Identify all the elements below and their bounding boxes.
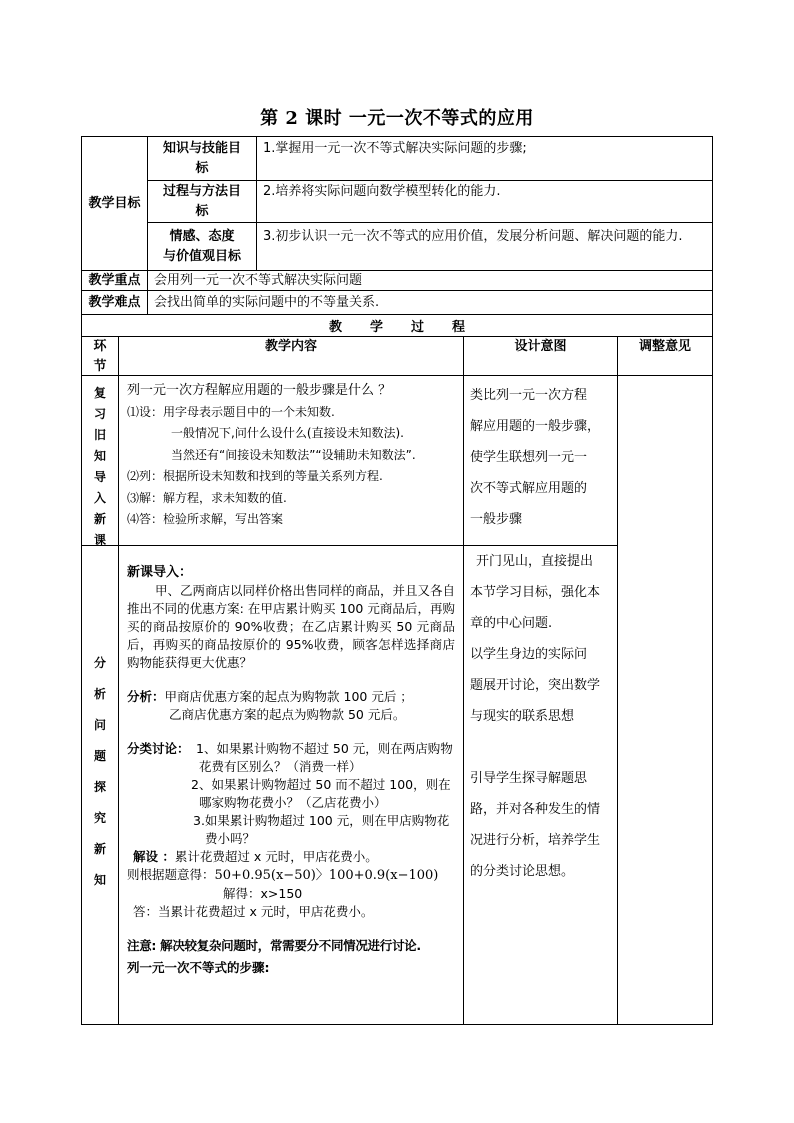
difficulty-label-text: 教学难点 [88, 295, 141, 310]
key-point-text [147, 270, 713, 291]
stage-review [81, 375, 119, 546]
content-line: ⑷答：检验所求解，写出答案 [127, 512, 284, 526]
stage-char: 知 [93, 873, 106, 887]
analysis-text: 乙商店优惠方案的起点为购物款 50 元后。 [169, 707, 406, 722]
content-line: 一般情况下,问什么设什么(直接设未知数法). [171, 426, 404, 440]
category-line: 知识与技能目 [162, 141, 241, 156]
analysis-line-1 [127, 688, 455, 706]
intent-spacer [470, 732, 611, 763]
objective-category-process [147, 180, 257, 223]
category-line: 过程与方法目 [162, 184, 241, 199]
objective-text: 1.掌握用一元一次不等式解决实际问题的步骤; [263, 141, 527, 156]
stage-char: 新 [93, 512, 106, 526]
header-intent-text: 设计意图 [514, 339, 567, 354]
process-title-text: 教学过程 [328, 320, 493, 335]
solve-text: 累计花费超过 x 元时，甲店花费小。 [174, 849, 378, 864]
equation: 50+0.95(x−50)〉100+0.9(x−100) [214, 868, 439, 883]
intent-line: 引导学生探寻解题思 [470, 771, 588, 786]
content-line: 当然还有“间接设未知数法”“设辅助未知数法”. [171, 447, 416, 462]
stage-char: 新 [93, 842, 106, 856]
steps-label: 列一元一次不等式的步骤: [127, 960, 270, 975]
header-stage-text: 环节 [93, 339, 107, 374]
stage-char: 题 [93, 749, 106, 763]
solve-line [127, 848, 455, 866]
category-line: 情感、态度 [169, 229, 235, 244]
difficulty-text [147, 290, 713, 315]
intent-line: 类比列一元一次方程 [470, 388, 588, 403]
objectives-label-text: 教学目标 [88, 195, 141, 211]
stage-char: 析 [93, 687, 106, 701]
stage-analysis [81, 545, 119, 1025]
intent-line: 一般步骤 [470, 512, 523, 527]
intent-review [463, 375, 618, 546]
intro-text: 甲、乙两商店以同样价格出售同样的商品，并且又各自推出不同的优惠方案: 在甲店累计购买 100 元商品后，再购买的商品按原价的 90%收费；在乙店累计购买 50 元商品后，再购买的商品按原价的 95%收费，顾客怎样选择商店购物能获得更大优惠？ [127, 583, 456, 670]
header-intent [463, 336, 618, 376]
objective-category-attitude [147, 222, 257, 271]
header-content-text: 教学内容 [264, 339, 317, 354]
header-stage [81, 336, 119, 376]
stage-char: 分 [93, 656, 106, 670]
note-text: 注意: 解决较复杂问题时，常需要分不同情况进行讨论. [127, 938, 421, 953]
intent-line: 与现实的联系思想 [470, 709, 575, 724]
intent-line: 以学生身边的实际问 [470, 647, 588, 662]
header-content [118, 336, 464, 376]
stage-char: 知 [93, 449, 106, 463]
stage-char: 入 [93, 491, 106, 505]
intent-line: 使学生联想列一元一 [470, 450, 588, 465]
intent-line: 开门见山，直接提出 [476, 554, 594, 569]
key-point-label [81, 270, 148, 291]
process-title [81, 314, 713, 337]
stage-char: 探 [93, 780, 106, 794]
equation-label: 则根据题意得： [127, 867, 215, 882]
stage-char: 导 [93, 470, 106, 484]
content-review [118, 375, 464, 546]
content-line: 列一元一次方程解应用题的一般步骤是什么 ？ [127, 383, 392, 398]
category-line: 标 [195, 204, 209, 219]
analysis-label: 分析： [127, 689, 165, 704]
page-title: 第 2 课时 一元一次不等式的应用 [260, 108, 534, 129]
intent-line: 章的中心问题. [470, 616, 553, 631]
objective-text: 2.培养将实际问题向数学模型转化的能力. [263, 184, 501, 199]
objectives-label [81, 136, 148, 271]
header-adjust [617, 336, 713, 376]
result-text: 解得：x>150 [223, 886, 303, 901]
key-point-label-text: 教学重点 [88, 273, 141, 288]
intent-line: 本节学习目标，强化本 [470, 585, 601, 600]
content-line: ⑵列：根据所设未知数和找到的等量关系列方程. [127, 469, 383, 483]
stage-char: 习 [93, 407, 106, 421]
equation-line [127, 866, 455, 885]
stage-char: 究 [93, 811, 106, 825]
objective-text-attitude [256, 222, 713, 271]
content-line: ⑴设：用字母表示题目中的一个未知数. [127, 404, 335, 419]
objective-category-knowledge [147, 136, 257, 181]
solve-label: 解设 ： [133, 849, 175, 864]
intro-label: 新课导入： [127, 565, 193, 580]
objective-text-process [256, 180, 713, 223]
category-line: 标 [195, 161, 209, 176]
objective-text: 3.初步认识一元一次不等式的应用价值，发展分析问题、解决问题的能力. [263, 229, 683, 244]
case-text: 3.如果累计购物超过 100 元，则在甲店购物花费小吗？ [193, 813, 450, 846]
category-line: 与价值观目标 [162, 249, 241, 264]
intent-line: 解应用题的一般步骤， [470, 419, 601, 434]
stage-char: 旧 [93, 428, 106, 442]
difficulty-label [81, 290, 148, 315]
content-line: ⑶解：解方程，求未知数的值. [127, 490, 287, 505]
key-point-value: 会用列一元一次不等式解决实际问题 [154, 273, 363, 288]
difficulty-value: 会找出简单的实际问题中的不等量关系. [154, 295, 380, 310]
objective-text-knowledge [256, 136, 713, 181]
intent-analysis [463, 545, 618, 1025]
intent-line: 次不等式解应用题的 [470, 481, 588, 496]
stage-char: 问 [93, 718, 106, 732]
stage-char: 课 [93, 533, 106, 547]
case-text: 2、如果累计购物超过 50 而不超过 100，则在哪家购物花费小？（乙店花费小） [191, 777, 451, 810]
header-adjust-text: 调整意见 [638, 339, 691, 354]
intent-line: 况进行分析，培养学生 [470, 833, 601, 848]
intent-line: 路，并对各种发生的情 [470, 802, 601, 817]
case-text: 1、如果累计购物不超过 50 元，则在两店购物花费有区别么？（消费一样） [196, 741, 453, 774]
adjust-column [617, 375, 713, 1025]
content-analysis [118, 545, 464, 1025]
answer-text: 答：当累计花费超过 x 元时，甲店花费小。 [133, 904, 374, 919]
cases-label: 分类讨论： [127, 741, 190, 756]
intent-line: 的分类讨论思想。 [470, 864, 575, 879]
analysis-text: 甲商店优惠方案的起点为购物款 100 元后 ； [164, 689, 413, 704]
intent-line: 题展开讨论，突出数学 [470, 678, 601, 693]
stage-char: 复 [93, 386, 106, 400]
